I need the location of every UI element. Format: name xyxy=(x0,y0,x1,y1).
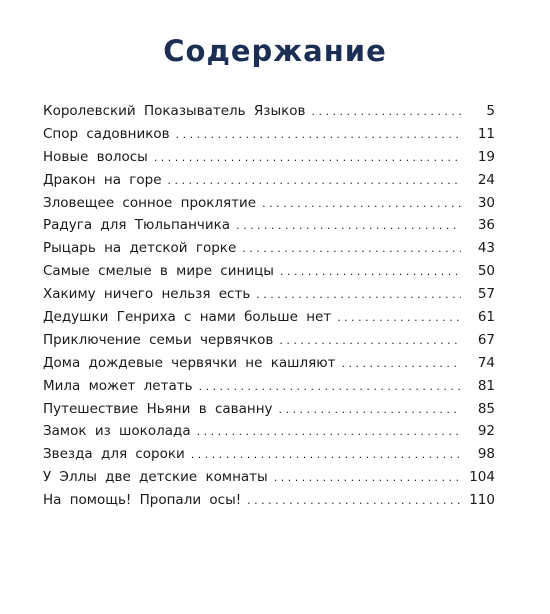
dot-leader xyxy=(274,467,461,490)
toc-entry-page-number: 85 xyxy=(477,400,495,417)
toc-entry-title: Дедушки Генриха с нами больше нет xyxy=(43,309,332,326)
toc-entry-title: Радуга для Тюльпанчика xyxy=(43,217,231,234)
toc-entry-page-number: 19 xyxy=(477,148,495,165)
toc-entry-page-number: 92 xyxy=(477,423,495,440)
toc-entry-title: Спор садовников xyxy=(43,125,170,142)
toc-entry-page-number: 98 xyxy=(477,446,495,463)
toc-entry xyxy=(43,100,495,123)
toc-entry xyxy=(43,260,495,283)
toc-entry xyxy=(43,123,495,146)
toc-entry-title: Приключение семьи червячков xyxy=(43,331,274,348)
toc-entry-page-number: 24 xyxy=(477,171,495,188)
dot-leader xyxy=(262,193,461,216)
dot-leader xyxy=(197,421,461,444)
page-title: Содержание xyxy=(163,34,387,68)
toc-entry-page-number: 11 xyxy=(477,125,495,142)
toc-entry xyxy=(43,169,495,192)
dot-leader xyxy=(341,353,461,376)
toc-entry-title: Дракон на горе xyxy=(43,171,162,188)
toc-entry-title: Зловещее сонное проклятие xyxy=(43,194,257,211)
toc-entry-title: Хакиму ничего нельзя есть xyxy=(43,286,251,303)
toc-entry xyxy=(43,329,495,352)
toc-entry-title: Путешествие Ньяни в саванну xyxy=(43,400,273,417)
toc-entry xyxy=(43,420,495,443)
toc-entry-page-number: 30 xyxy=(477,194,495,211)
toc-entry-title: Звезда для сороки xyxy=(43,446,185,463)
toc-entry-title: Замок из шоколада xyxy=(43,423,191,440)
toc-entry-page-number: 67 xyxy=(477,331,495,348)
toc-entry-title: У Эллы две детские комнаты xyxy=(43,469,268,486)
toc-entry xyxy=(43,443,495,466)
toc-entry xyxy=(43,398,495,421)
dot-leader xyxy=(176,124,461,147)
toc-entry xyxy=(43,466,495,489)
toc-entry-page-number: 36 xyxy=(477,217,495,234)
toc-entry xyxy=(43,192,495,215)
dot-leader xyxy=(256,284,461,307)
dot-leader xyxy=(236,215,461,238)
toc-entry xyxy=(43,146,495,169)
dot-leader xyxy=(279,330,461,353)
toc-entry-title: На помощь! Пропали осы! xyxy=(43,492,242,509)
toc-entry xyxy=(43,489,495,512)
toc-entry-page-number: 43 xyxy=(477,240,495,257)
dot-leader xyxy=(168,170,461,193)
toc-entry xyxy=(43,214,495,237)
toc-entry xyxy=(43,352,495,375)
toc-entry-title: Новые волосы xyxy=(43,148,148,165)
toc-entry xyxy=(43,375,495,398)
toc-entry-title: Рыцарь на детской горке xyxy=(43,240,237,257)
toc-entry-page-number: 104 xyxy=(469,469,495,486)
toc-entry-page-number: 110 xyxy=(469,492,495,509)
dot-leader xyxy=(312,101,461,124)
dot-leader xyxy=(191,444,461,467)
dot-leader xyxy=(242,238,461,261)
toc-entry-page-number: 81 xyxy=(477,377,495,394)
toc-entry xyxy=(43,306,495,329)
dot-leader xyxy=(280,261,461,284)
toc-entry-title: Мила может летать xyxy=(43,377,193,394)
toc-entry-title: Королевский Показыватель Языков xyxy=(43,103,306,119)
dot-leader xyxy=(279,399,461,422)
toc-entry-page-number: 61 xyxy=(477,309,495,326)
toc-entry xyxy=(43,237,495,260)
table-of-contents xyxy=(43,100,495,512)
toc-entry-title: Самые смелые в мире синицы xyxy=(43,263,274,280)
toc-entry-title: Дома дождевые червячки не кашляют xyxy=(43,354,336,371)
dot-leader xyxy=(247,490,461,513)
dot-leader xyxy=(199,376,461,399)
toc-entry-page-number: 50 xyxy=(477,263,495,280)
toc-entry xyxy=(43,283,495,306)
dot-leader xyxy=(154,147,461,170)
toc-entry-page-number: 57 xyxy=(477,286,495,303)
dot-leader xyxy=(337,307,461,330)
toc-entry-page-number: 5 xyxy=(486,103,495,119)
toc-entry-page-number: 74 xyxy=(477,354,495,371)
